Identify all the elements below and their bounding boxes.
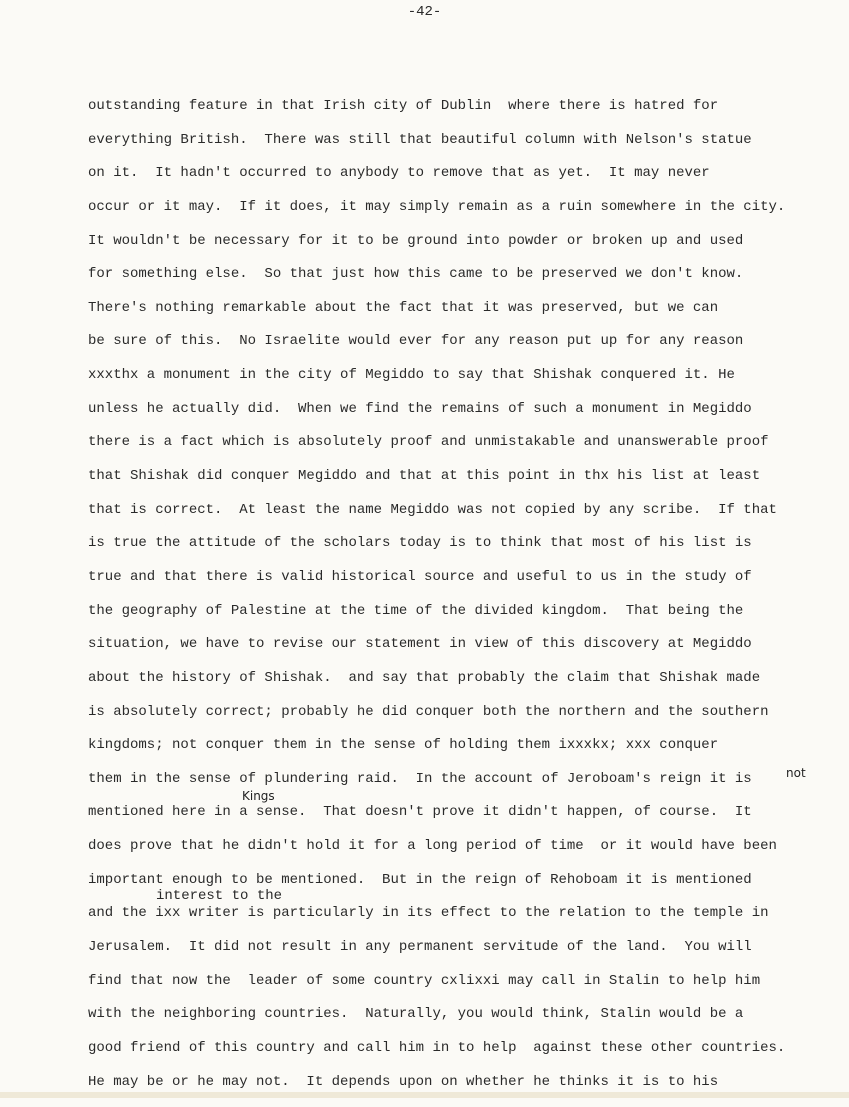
page-number: -42-: [407, 4, 442, 20]
text-line: Jerusalem. It did not result in any permanent servitude of the land. You will: [88, 939, 752, 956]
text-line: is absolutely correct; probably he did conquer both the northern and the southern: [88, 703, 769, 720]
text-line: be sure of this. No Israelite would ever for any reason put up for any reason: [88, 333, 744, 350]
text-line: on it. It hadn't occurred to anybody to remove that as yet. It may never: [88, 165, 710, 182]
text-line: He may be or he may not. It depends upon on whether he thinks it is to his: [88, 1073, 719, 1090]
text-line: find that now the leader of some country cxlixxi may call in Stalin to help him: [88, 972, 761, 989]
text-line: the geography of Palestine at the time of the divided kingdom. That being the: [88, 602, 744, 619]
interlinear-insertion: interest to the: [156, 888, 283, 904]
page-edge: [0, 1092, 849, 1098]
typed-body-text: [88, 98, 785, 1107]
text-line: kingdoms; not conquer them in the sense of holding them ixxxkx; xxx conquer: [88, 737, 719, 754]
text-line: situation, we have to revise our statement in view of this discovery at Megiddo: [88, 636, 752, 653]
text-line: good friend of this country and call him in to help against these other countries.: [88, 1039, 786, 1056]
text-line: with the neighboring countries. Naturally, you would think, Stalin would be a: [88, 1006, 744, 1023]
text-line: unless he actually did. When we find the remains of such a monument in Megiddo: [88, 400, 752, 417]
text-line: It wouldn't be necessary for it to be ground into powder or broken up and used: [88, 232, 744, 249]
text-line: everything British. There was still that beautiful column with Nelson's statue: [88, 131, 752, 148]
text-line: occur or it may. If it does, it may simply remain as a ruin somewhere in the city.: [88, 198, 786, 215]
text-line: does prove that he didn't hold it for a long period of time or it would have been: [88, 838, 777, 855]
text-line: outstanding feature in that Irish city of Dublin where there is hatred for: [88, 98, 719, 114]
text-line: xxxthx a monument in the city of Megiddo to say that Shishak conquered it. He: [88, 367, 735, 384]
text-line: for something else. So that just how this came to be preserved we don't know.: [88, 266, 744, 283]
text-line: and the ixx writer is particularly in its effect to the relation to the temple in: [88, 905, 769, 922]
text-line: about the history of Shishak. and say that probably the claim that Shishak made: [88, 669, 761, 686]
text-line: There's nothing remarkable about the fact that it was preserved, but we can: [88, 299, 719, 316]
text-line: important enough to be mentioned. But in the reign of Rehoboam it is mentioned: [88, 871, 752, 888]
handwritten-note-not: not: [786, 766, 806, 780]
text-line: true and that there is valid historical source and useful to us in the study of: [88, 568, 752, 585]
handwritten-note-kings: Kings: [242, 789, 275, 803]
text-line: that is correct. At least the name Megiddo was not copied by any scribe. If that: [88, 501, 777, 518]
text-line: mentioned here in a sense. That doesn't prove it didn't happen, of course. It: [88, 804, 752, 821]
text-line: is true the attitude of the scholars today is to think that most of his list is: [88, 535, 752, 552]
text-line: there is a fact which is absolutely proof and unmistakable and unanswerable proof: [88, 434, 769, 451]
text-line: them in the sense of plundering raid. In the account of Jeroboam's reign it is: [88, 770, 752, 787]
text-line: that Shishak did conquer Megiddo and that at this point in thx his list at least: [88, 468, 761, 485]
